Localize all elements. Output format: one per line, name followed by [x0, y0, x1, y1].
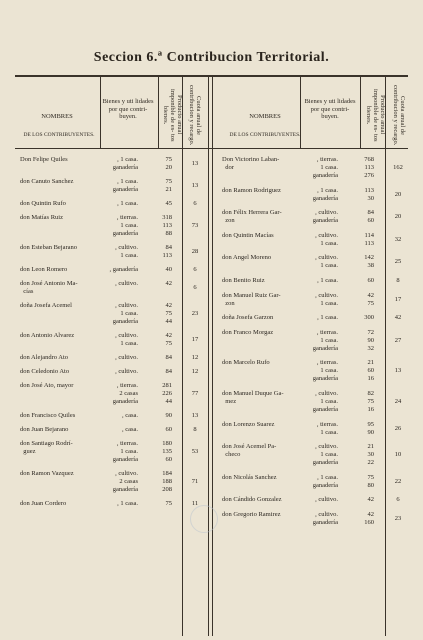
product-values: 75 80 — [367, 473, 374, 489]
contributor-name: don José Acemel Pa- checo — [222, 443, 277, 459]
contributor-name: don José Antonio Ma- cías — [20, 280, 78, 295]
product-values: 82 75 16 — [367, 390, 374, 413]
contributor-assets: , cultivo. 1 casa. — [315, 291, 338, 307]
cuota-value: 27 — [394, 336, 402, 344]
contributor-name: don Canuto Sanchez — [20, 178, 74, 185]
product-values: 113 30 — [364, 186, 374, 202]
contributor-assets: , cultivo. ganadería — [312, 209, 338, 225]
contributor-assets: , ganadería — [109, 266, 138, 273]
contributor-name: Don Victorino Laban- dor — [222, 156, 280, 171]
contributor-name: don Cándido Gonzalez — [222, 496, 282, 504]
cuota-value: 32 — [394, 235, 402, 243]
contributor-assets: , cultivo. 1 casa. — [315, 231, 338, 247]
cuota-value: 13 — [191, 160, 199, 167]
contributor-assets: , 1 casa. ganadería — [312, 186, 338, 202]
col-rule — [212, 76, 213, 636]
contributor-name: don Marcelo Rufo — [222, 359, 270, 367]
product-values: 180 135 60 — [162, 440, 172, 463]
contributor-assets: , tierras. 1 casa. ganadería — [112, 440, 138, 463]
cuota-value: 25 — [394, 258, 402, 266]
header-bienes-left: Bienes y uti lidades por que contri- buyen. — [102, 98, 154, 120]
contributor-assets: , tierras. 1 casa. — [316, 420, 338, 436]
col-rule — [158, 76, 159, 148]
product-values: 42 75 — [165, 332, 172, 347]
contributor-assets: , cultivo. 2 casas ganadería — [112, 470, 138, 493]
contributor-assets: , 1 casa. — [117, 200, 138, 207]
product-values: 21 30 22 — [367, 443, 374, 467]
contributor-name: don Franco Morgaz — [222, 328, 274, 336]
product-values: 184 188 208 — [162, 470, 172, 493]
contributor-assets: , 1 casa. ganadería — [112, 178, 138, 193]
contributor-name: don Quintin Rufo — [20, 200, 66, 207]
contributor-name: don Francisco Quiles — [20, 412, 76, 419]
contributor-assets: , cultivo. 1 casa. — [115, 332, 138, 347]
contributor-name: don Santiago Rodrí- guez — [20, 440, 73, 455]
header-de-los-left: DE LOS CONTRIBUYENTES. — [23, 132, 95, 138]
cuota-value: 71 — [191, 478, 199, 485]
cuota-value: 6 — [193, 266, 197, 273]
contributor-name: don Alejandro Ato — [20, 354, 69, 361]
header-cuota-right: Cuota anual de contribucion y recargo. — [392, 84, 406, 146]
contributor-assets: , 1 casa. — [117, 500, 138, 507]
header-nombres-right: NOMBRES — [249, 113, 281, 120]
contributor-name: don Matías Ruiz — [20, 214, 63, 221]
cuota-value: 12 — [191, 354, 199, 361]
contributor-assets: , 1 casa. ganadería — [312, 473, 338, 489]
col-rule — [100, 76, 101, 148]
product-values: 42 75 44 — [165, 302, 172, 325]
product-values: 42 160 — [364, 511, 374, 526]
cuota-value: 8 — [193, 426, 197, 433]
cuota-value: 42 — [394, 314, 402, 322]
product-values: 84 — [165, 354, 172, 361]
contributor-assets: , cultivo. 1 casa. — [315, 254, 338, 270]
contributor-name: doña Josefa Garzon — [222, 314, 274, 322]
contributor-name: don Antonio Alvarez — [20, 332, 75, 339]
contributor-assets: , 1 casa. ganadería — [112, 156, 138, 171]
contributor-name: don Esteban Bejarano — [20, 244, 78, 251]
product-values: 42 — [367, 496, 374, 504]
contributor-assets: , 1 casa. — [317, 277, 338, 284]
cuota-value: 6 — [396, 496, 400, 504]
product-values: 40 — [165, 266, 172, 273]
header-cuota-left: Cuota anual de contribucion y recargo. — [188, 84, 202, 146]
cuota-value: 11 — [191, 500, 199, 507]
contributor-assets: , tierras. 2 casas ganadería — [112, 382, 138, 405]
product-values: 72 90 32 — [367, 328, 374, 352]
contributor-name: don Manuel Ruiz Gar- zon — [222, 291, 281, 307]
product-values: 42 — [165, 280, 172, 287]
product-values: 84 — [165, 368, 172, 375]
header-nombres-left: NOMBRES — [41, 113, 73, 120]
contributor-name: don José Ato, mayor — [20, 382, 74, 389]
product-values: 75 — [165, 500, 172, 507]
header-producto-left: Producto anual imponible de es- tos bienes. — [162, 88, 183, 142]
contributor-name: don Juan Bejarano — [20, 426, 69, 433]
contributor-assets: , tierras. 1 casa. ganadería — [312, 359, 338, 383]
contributor-name: don Quintin Macías — [222, 231, 274, 239]
cuota-value: 53 — [191, 448, 199, 455]
contributor-assets: , tierras. 1 casa. ganadería — [112, 214, 138, 237]
cuota-value: 20 — [394, 190, 402, 198]
contributor-name: Don Felipe Quiles — [20, 156, 68, 163]
product-values: 300 — [364, 314, 374, 322]
contributor-name: don Lorenzo Suarez — [222, 420, 275, 428]
product-values: 75 20 — [165, 156, 172, 171]
cuota-value: 12 — [191, 368, 199, 375]
cuota-value: 6 — [193, 200, 197, 207]
contributor-name: don Nicolás Sanchez — [222, 473, 277, 481]
product-values: 90 — [165, 412, 172, 419]
product-values: 318 113 88 — [162, 214, 172, 237]
product-values: 60 — [165, 426, 172, 433]
contributor-assets: , cultivo. — [315, 496, 338, 504]
contributor-name: doña Josefa Acemel — [20, 302, 72, 309]
cuota-value: 13 — [191, 412, 199, 419]
cuota-value: 77 — [191, 390, 199, 397]
cuota-value: 162 — [393, 164, 403, 171]
cuota-value: 24 — [394, 398, 402, 405]
contributor-name: don Gregorio Ramirez — [222, 511, 281, 518]
product-values: 768 113 276 — [364, 156, 374, 179]
cuota-value: 13 — [191, 182, 199, 189]
library-stamp — [190, 505, 218, 533]
product-values: 42 75 — [367, 291, 374, 307]
contributor-assets: , cultivo. — [115, 354, 138, 361]
cuota-value: 73 — [191, 222, 199, 229]
header-bienes-right: Bienes y uti lidades por que contri- buyen. — [304, 98, 356, 120]
contributor-name: don Ramon Vazquez — [20, 470, 74, 477]
contributor-assets: , cultivo. — [115, 368, 138, 375]
cuota-value: 6 — [193, 284, 197, 291]
product-values: 281 226 44 — [162, 382, 172, 405]
cuota-value: 10 — [394, 451, 402, 459]
col-rule — [208, 76, 209, 636]
product-values: 84 113 — [162, 244, 172, 259]
contributor-name: don Juan Cordero — [20, 500, 67, 507]
contributor-assets: , casa. — [121, 426, 138, 433]
cuota-value: 17 — [191, 336, 199, 343]
product-values: 142 38 — [364, 254, 374, 270]
product-values: 60 — [367, 277, 374, 284]
product-values: 95 90 — [367, 420, 374, 436]
product-values: 84 60 — [367, 209, 374, 225]
contributor-name: don Celedonio Ato — [20, 368, 70, 375]
contributor-assets: , tierras. 1 casa. ganadería — [312, 328, 338, 352]
contributor-assets: , cultivo. 1 casa. ganadería — [112, 302, 138, 325]
header-de-los-right: DE LOS CONTRIBUYENTES. — [229, 132, 301, 138]
cuota-value: 20 — [394, 213, 402, 221]
cuota-value: 13 — [394, 367, 402, 375]
contributor-name: don Ramon Rodriguez — [222, 186, 281, 194]
col-rule — [300, 76, 301, 148]
cuota-value: 22 — [394, 477, 402, 485]
contributor-assets: , cultivo. — [115, 280, 138, 287]
header-producto-right: Producto anual imponible de es- tos bienes. — [365, 88, 386, 142]
cuota-value: 17 — [394, 295, 402, 303]
cuota-value: 23 — [394, 515, 402, 522]
contributor-assets: , cultivo. 1 casa. ganadería — [312, 443, 338, 467]
col-rule — [385, 76, 386, 636]
contributor-name: don Leon Romero — [20, 266, 68, 273]
contributor-name: don Angel Moreno — [222, 254, 272, 262]
product-values: 21 60 16 — [367, 359, 374, 383]
contributor-assets: , cultivo. 1 casa. ganadería — [312, 390, 338, 413]
cuota-value: 28 — [191, 248, 199, 255]
contributor-assets: , cultivo. ganadería — [312, 511, 338, 526]
product-values: 114 113 — [364, 231, 374, 247]
contributor-assets: , casa. — [121, 412, 138, 419]
col-rule — [360, 76, 361, 148]
contributor-assets: , 1 casa. — [317, 314, 338, 322]
cuota-value: 8 — [396, 277, 400, 284]
section-title: Seccion 6.ª Contribucion Territorial. — [93, 50, 330, 65]
product-values: 45 — [165, 200, 172, 207]
cuota-value: 26 — [394, 424, 402, 432]
contributor-assets: , tierras. 1 casa. ganadería — [312, 156, 338, 179]
contributor-name: don Benito Ruiz — [222, 277, 265, 284]
product-values: 75 21 — [165, 178, 172, 193]
cuota-value: 23 — [191, 310, 199, 317]
contributor-name: don Félix Herrera Gar- zon — [222, 209, 282, 225]
contributor-name: don Manuel Duque Ga- mez — [222, 390, 284, 405]
contributor-assets: , cultivo. 1 casa. — [115, 244, 138, 259]
